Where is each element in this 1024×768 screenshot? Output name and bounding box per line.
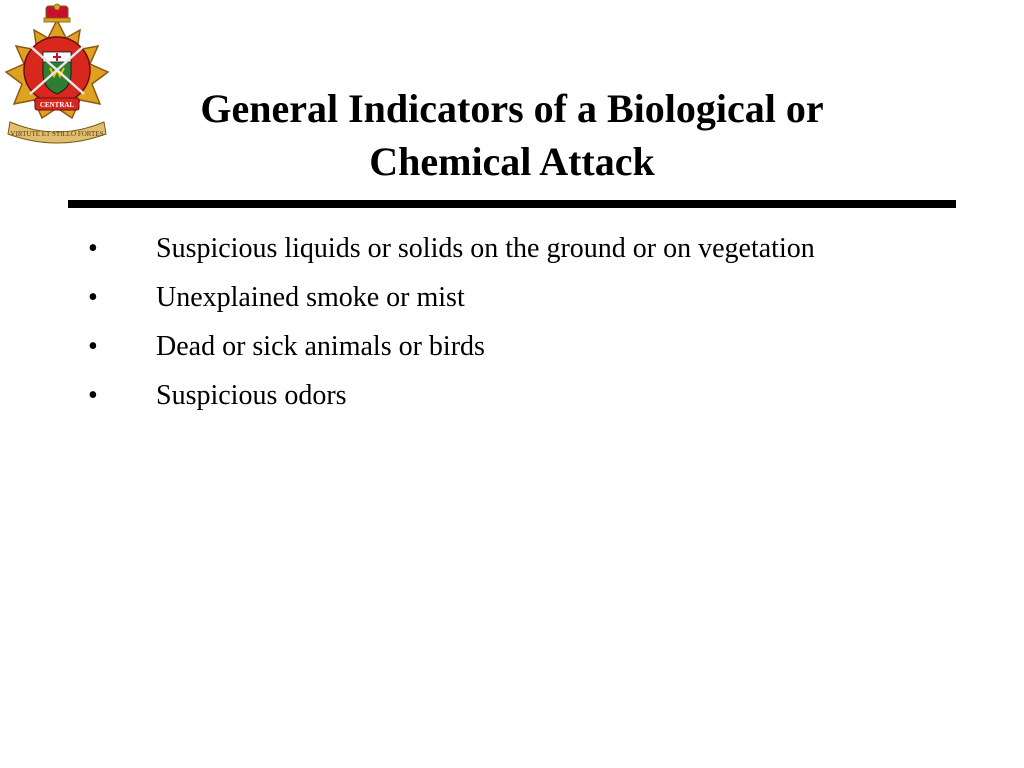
list-item-text: Dead or sick animals or birds — [156, 331, 485, 362]
crest-motto-text: VIRTUTE ET STILLO FORTES — [10, 130, 104, 138]
title-line-2: Chemical Attack — [369, 139, 655, 184]
title-divider — [68, 200, 956, 208]
crest-banner-text: CENTRAL — [39, 101, 75, 109]
military-crest-icon — [2, 2, 112, 144]
list-item — [0, 277, 1024, 318]
bullet-icon: • — [88, 331, 98, 362]
bullet-icon: • — [88, 233, 98, 264]
list-item-text: Suspicious liquids or solids on the ground or on vegetation — [156, 233, 815, 264]
page-title — [120, 82, 904, 188]
bullet-list — [0, 228, 1024, 424]
list-item-text: Suspicious odors — [156, 380, 347, 411]
list-item — [0, 228, 1024, 269]
bullet-icon: • — [88, 380, 98, 411]
list-item-text: Unexplained smoke or mist — [156, 282, 465, 313]
list-item — [0, 326, 1024, 367]
title-line-1: General Indicators of a Biological or — [200, 86, 824, 131]
list-item — [0, 375, 1024, 416]
bullet-icon: • — [88, 282, 98, 313]
